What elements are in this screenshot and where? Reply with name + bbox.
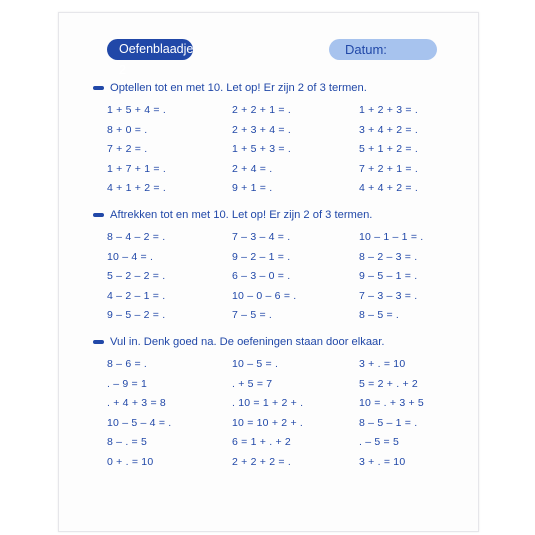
exercise-item: 8 – 4 – 2 = . bbox=[107, 231, 166, 243]
exercise-row bbox=[59, 231, 478, 247]
exercise-item: . + 4 + 3 = 8 bbox=[107, 397, 166, 409]
exercise-row bbox=[59, 163, 478, 179]
exercise-item: 8 – 5 = . bbox=[359, 309, 400, 321]
exercise-item: 9 – 2 – 1 = . bbox=[232, 250, 291, 263]
exercise-row bbox=[59, 270, 478, 286]
section-heading-addition bbox=[93, 80, 367, 96]
exercise-row bbox=[59, 358, 478, 374]
bullet-icon bbox=[93, 86, 104, 90]
exercise-item: 10 = . + 3 + 5 bbox=[359, 397, 424, 409]
exercise-item: 9 + 1 = . bbox=[232, 182, 273, 194]
exercise-item: 3 + 4 + 2 = . bbox=[359, 123, 418, 136]
exercise-item: 5 + 1 + 2 = . bbox=[359, 143, 418, 155]
exercise-row bbox=[59, 456, 478, 472]
exercise-item: 4 – 2 – 1 = . bbox=[107, 289, 166, 302]
exercise-item: 10 – 1 – 1 = . bbox=[359, 231, 424, 243]
exercise-item: 10 = 10 + 2 + . bbox=[232, 416, 304, 429]
exercise-item: 5 – 2 – 2 = . bbox=[107, 270, 166, 282]
exercise-item: 9 – 5 – 1 = . bbox=[359, 270, 418, 282]
exercise-item: 8 – 5 – 1 = . bbox=[359, 416, 418, 429]
exercise-item: . + 5 = 7 bbox=[232, 377, 273, 390]
exercise-item: 10 – 5 – 4 = . bbox=[107, 416, 172, 429]
bullet-icon bbox=[93, 340, 104, 344]
worksheet-page bbox=[58, 12, 479, 532]
exercise-item: . 10 = 1 + 2 + . bbox=[232, 397, 304, 409]
exercise-row bbox=[59, 104, 478, 120]
exercise-item: 8 + 0 = . bbox=[107, 123, 148, 136]
date-field: Datum: bbox=[329, 39, 437, 60]
exercise-item: 8 – 6 = . bbox=[107, 358, 148, 370]
exercise-item: 3 + . = 10 bbox=[359, 358, 406, 370]
section-heading-text: Optellen tot en met 10. Let op! Er zijn 2 of 3 termen. bbox=[110, 82, 367, 94]
exercise-row bbox=[59, 251, 478, 267]
exercise-item: 1 + 5 + 3 = . bbox=[232, 143, 291, 155]
exercise-item: 1 + 5 + 4 = . bbox=[107, 104, 166, 116]
exercise-item: 8 – 2 – 3 = . bbox=[359, 250, 418, 263]
exercise-item: 5 = 2 + . + 2 bbox=[359, 377, 418, 390]
exercise-item: 0 + . = 10 bbox=[107, 455, 154, 468]
exercise-item: . – 9 = 1 bbox=[107, 377, 148, 390]
exercise-row bbox=[59, 309, 478, 325]
exercise-item: . – 5 = 5 bbox=[359, 436, 400, 448]
exercise-item: 10 – 4 = . bbox=[107, 250, 154, 263]
exercise-item: 7 – 3 – 3 = . bbox=[359, 289, 418, 302]
worksheet-title: Oefenblaadje 2 bbox=[107, 39, 193, 60]
exercise-item: 7 + 2 = . bbox=[107, 143, 148, 155]
exercise-item: 1 + 7 + 1 = . bbox=[107, 162, 166, 175]
exercise-row bbox=[59, 124, 478, 140]
exercise-item: 7 + 2 + 1 = . bbox=[359, 162, 418, 175]
exercise-item: 4 + 1 + 2 = . bbox=[107, 182, 166, 194]
section-heading-fill-in bbox=[93, 334, 385, 350]
exercise-item: 1 + 2 + 3 = . bbox=[359, 104, 418, 116]
exercise-row bbox=[59, 397, 478, 413]
exercise-item: 9 – 5 – 2 = . bbox=[107, 309, 166, 321]
exercise-row bbox=[59, 143, 478, 159]
exercise-item: 2 + 2 + 1 = . bbox=[232, 104, 291, 116]
section-heading-subtraction bbox=[93, 207, 372, 223]
exercise-item: 3 + . = 10 bbox=[359, 455, 406, 468]
exercise-item: 2 + 2 + 2 = . bbox=[232, 455, 291, 468]
exercise-item: 7 – 3 – 4 = . bbox=[232, 231, 291, 243]
exercise-item: 6 = 1 + . + 2 bbox=[232, 436, 291, 448]
exercise-row bbox=[59, 436, 478, 452]
exercise-row bbox=[59, 378, 478, 394]
exercise-row bbox=[59, 417, 478, 433]
exercise-row bbox=[59, 290, 478, 306]
bullet-icon bbox=[93, 213, 104, 217]
section-heading-text: Vul in. Denk goed na. De oefeningen staan door elkaar. bbox=[110, 336, 385, 348]
exercise-item: 8 – . = 5 bbox=[107, 436, 148, 448]
exercise-item: 6 – 3 – 0 = . bbox=[232, 270, 291, 282]
section-heading-text: Aftrekken tot en met 10. Let op! Er zijn 2 of 3 termen. bbox=[110, 209, 373, 221]
exercise-row bbox=[59, 182, 478, 198]
exercise-item: 7 – 5 = . bbox=[232, 309, 273, 321]
exercise-item: 2 + 3 + 4 = . bbox=[232, 123, 291, 136]
exercise-item: 4 + 4 + 2 = . bbox=[359, 182, 418, 194]
exercise-item: 10 – 0 – 6 = . bbox=[232, 289, 297, 302]
exercise-item: 2 + 4 = . bbox=[232, 162, 273, 175]
exercise-item: 10 – 5 = . bbox=[232, 358, 279, 370]
